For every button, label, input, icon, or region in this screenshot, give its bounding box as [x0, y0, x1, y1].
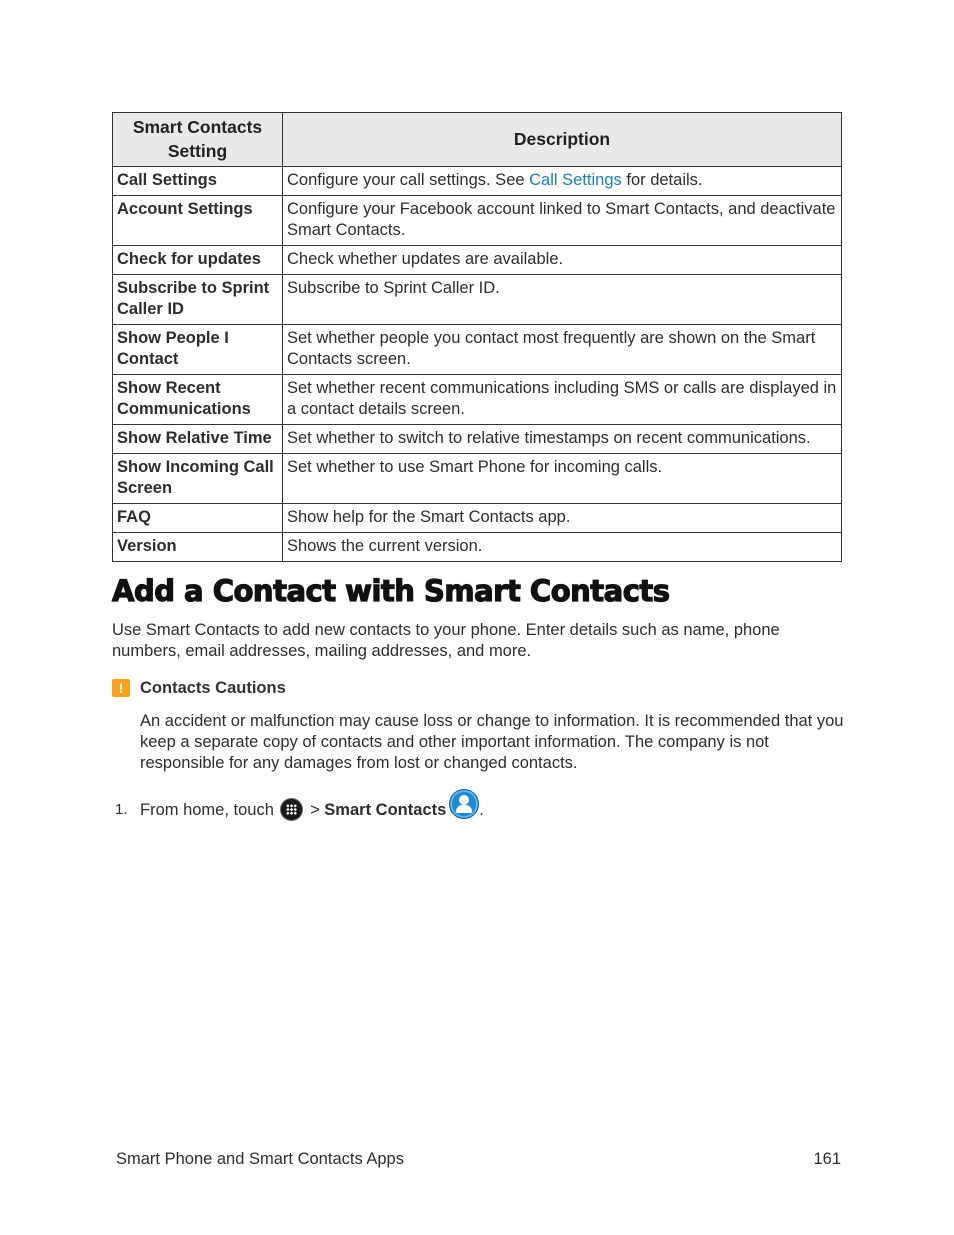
smart-contacts-app-name: Smart Contacts — [324, 801, 447, 819]
caution-header — [112, 677, 286, 699]
section-intro: Use Smart Contacts to add new contacts to your phone. Enter details such as name, phone numbers, email addresses, mailing addresses, and more. — [112, 621, 780, 660]
setting-name: Show Recent Communications — [113, 375, 283, 425]
setting-description: Shows the current version. — [283, 533, 842, 562]
apps-icon — [280, 798, 303, 821]
step-number: 1. — [115, 801, 128, 818]
setting-name: FAQ — [113, 504, 283, 533]
page-number: 161 — [813, 1150, 841, 1168]
setting-name: Check for updates — [113, 246, 283, 275]
table-row — [113, 425, 842, 454]
setting-name: Show People I Contact — [113, 325, 283, 375]
setting-description: Set whether recent communications including SMS or calls are displayed in a contact details screen. — [283, 375, 842, 425]
caution-title: Contacts Cautions — [140, 678, 286, 697]
table-row — [113, 454, 842, 504]
step-text — [140, 801, 484, 831]
table-row — [113, 375, 842, 425]
setting-description: Show help for the Smart Contacts app. — [283, 504, 842, 533]
step-end: . — [479, 801, 484, 819]
contacts-app-icon — [449, 789, 479, 819]
table-row — [113, 325, 842, 375]
settings-table — [112, 112, 842, 562]
table-row — [113, 504, 842, 533]
column-header-setting: Smart Contacts Setting — [113, 113, 283, 167]
warning-icon: ! — [112, 679, 130, 697]
setting-name: Show Relative Time — [113, 425, 283, 454]
table-row — [113, 196, 842, 246]
setting-name: Subscribe to Sprint Caller ID — [113, 275, 283, 325]
footer-section-title: Smart Phone and Smart Contacts Apps — [116, 1150, 404, 1168]
setting-description: Configure your Facebook account linked to Smart Contacts, and deactivate Smart Contacts. — [283, 196, 842, 246]
table-row — [113, 246, 842, 275]
setting-name: Version — [113, 533, 283, 562]
step-1 — [112, 790, 832, 830]
step-separator: > — [305, 801, 325, 819]
call-settings-link[interactable]: Call Settings — [529, 171, 622, 189]
step-instruction: From home, touch — [140, 801, 279, 819]
setting-name: Show Incoming Call Screen — [113, 454, 283, 504]
setting-description: Set whether to switch to relative timestamps on recent communications. — [283, 425, 842, 454]
section-heading: Add a Contact with Smart Contacts — [112, 574, 670, 608]
table-row — [113, 533, 842, 562]
description-text: for details. — [621, 171, 703, 189]
setting-name: Account Settings — [113, 196, 283, 246]
setting-description: Check whether updates are available. — [283, 246, 842, 275]
setting-description: Set whether to use Smart Phone for incoming calls. — [283, 454, 842, 504]
setting-description: Set whether people you contact most frequently are shown on the Smart Contacts screen. — [283, 325, 842, 375]
table-row — [113, 167, 842, 196]
table-header-row — [113, 113, 842, 167]
table-row — [113, 275, 842, 325]
column-header-description: Description — [283, 113, 842, 167]
setting-description: Subscribe to Sprint Caller ID. — [283, 275, 842, 325]
setting-description — [283, 167, 842, 196]
setting-name: Call Settings — [113, 167, 283, 196]
description-text: Configure your call settings. See — [287, 171, 530, 189]
caution-body: An accident or malfunction may cause loss or change to information. It is recommended that you keep a separate copy of contacts and other important information. The company is not responsible for any damages from lost or changed contacts. — [140, 712, 844, 772]
